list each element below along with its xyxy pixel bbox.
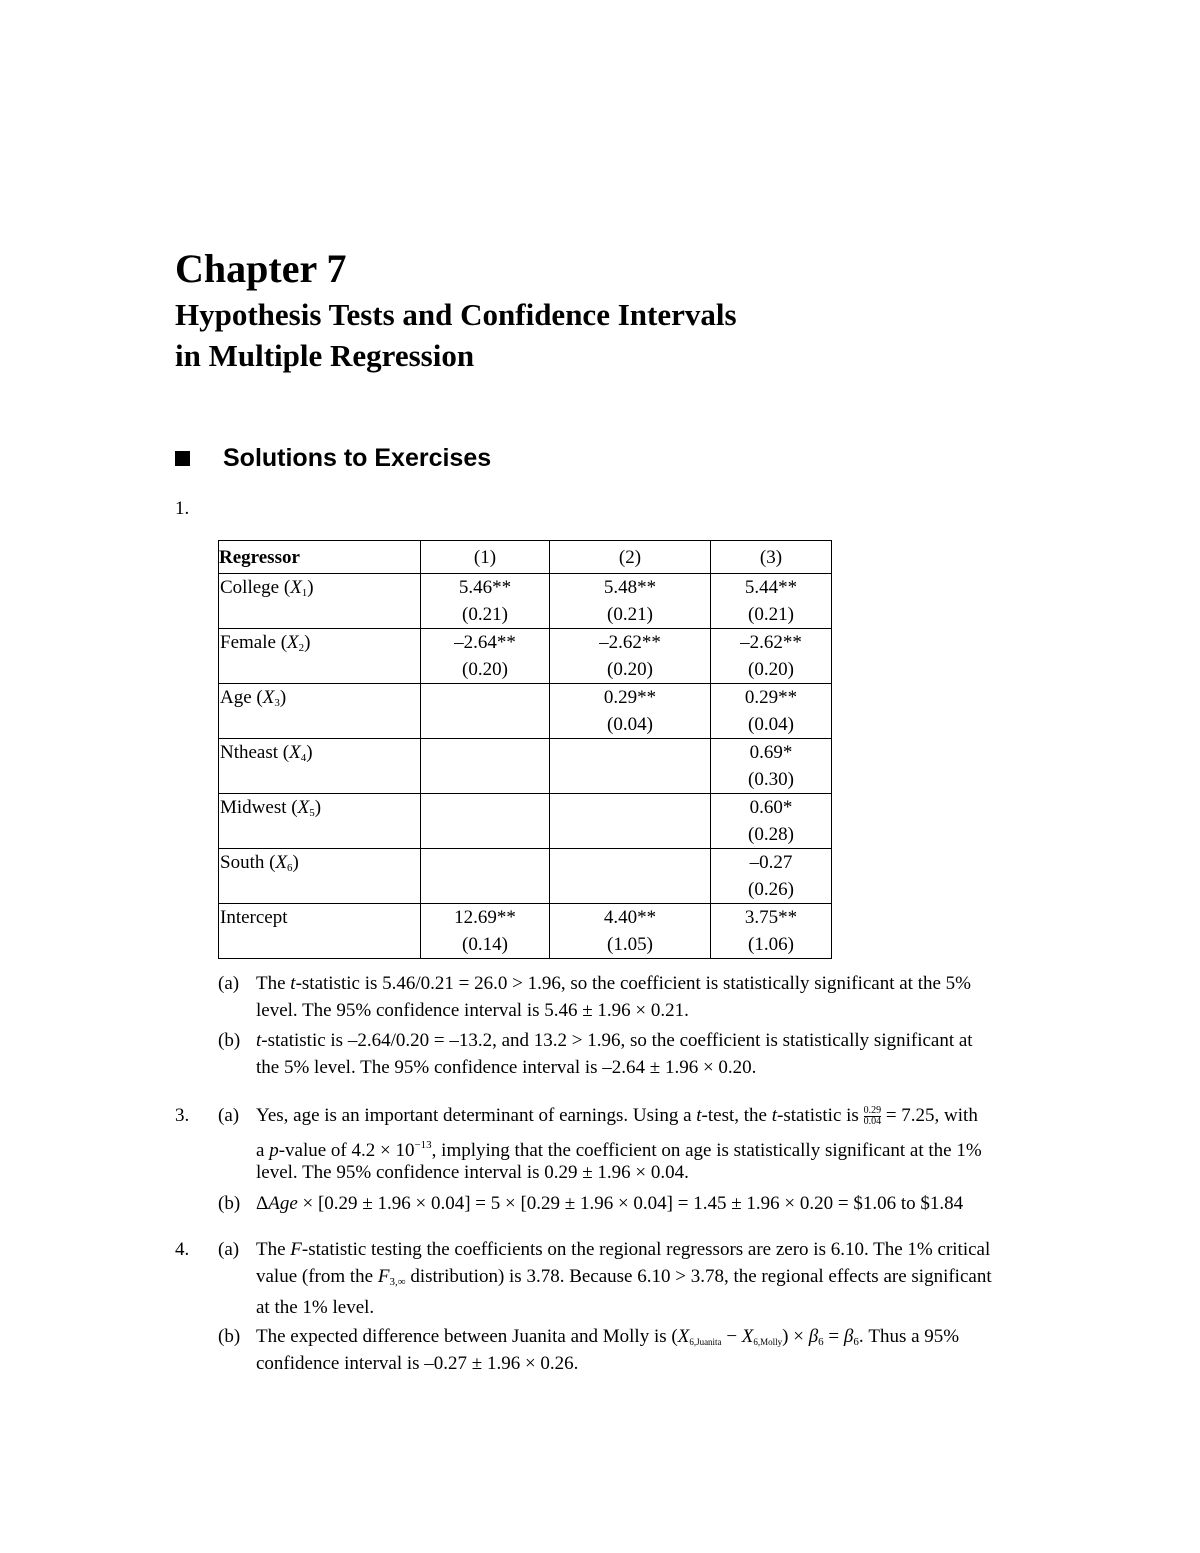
regressor-label-cell bbox=[219, 904, 421, 959]
regressor-paren-close: ) bbox=[292, 852, 299, 873]
coefficient-value: 5.46** bbox=[458, 577, 512, 598]
coefficient-value: 12.69** bbox=[454, 907, 516, 928]
exercise-number-4: 4. bbox=[175, 1239, 190, 1260]
regression-table bbox=[218, 540, 832, 959]
q1-b-label: (b) bbox=[218, 1030, 241, 1051]
exercise-number-3: 3. bbox=[175, 1105, 190, 1126]
q4-b-x-symbol-2: X bbox=[741, 1326, 754, 1347]
table-row bbox=[219, 849, 832, 904]
table-header-regressor: Regressor bbox=[219, 541, 421, 574]
coefficient-cell bbox=[711, 629, 832, 684]
q3-a-line-1 bbox=[256, 1102, 978, 1129]
q1-a-text-2: -statistic is 5.46/0.21 = 26.0 > 1.96, so the coefficient is statistically significant at the 5% bbox=[295, 973, 971, 994]
table-header-col-1: (1) bbox=[421, 541, 550, 574]
coefficient-value: 0.69* bbox=[749, 742, 793, 763]
q1-a-text: The bbox=[256, 973, 291, 994]
section-title: Solutions to Exercises bbox=[223, 444, 492, 472]
coefficient-value: 0.29** bbox=[603, 687, 657, 708]
coefficient-cell bbox=[550, 574, 711, 629]
q3-a-text: Yes, age is an important determinant of earnings. Using a bbox=[256, 1105, 697, 1126]
coefficient-cell bbox=[550, 794, 711, 849]
q4-a-label: (a) bbox=[218, 1239, 240, 1260]
coefficient-value: –0.27 bbox=[749, 852, 793, 873]
standard-error-value bbox=[421, 876, 549, 903]
q4-b-x-subscript: 6,Juanita bbox=[689, 1337, 722, 1347]
standard-error-value: (1.05) bbox=[607, 934, 653, 955]
coefficient-value: 5.48** bbox=[603, 577, 657, 598]
coefficient-value bbox=[421, 849, 549, 876]
regressor-label-cell bbox=[219, 794, 421, 849]
q4-b-line-2: confidence interval is –0.27 ± 1.96 × 0.26. bbox=[256, 1353, 579, 1374]
coefficient-cell bbox=[711, 794, 832, 849]
regressor-name: Midwest bbox=[220, 797, 287, 818]
regressor-paren-close: ) bbox=[279, 687, 287, 708]
coefficient-cell bbox=[711, 684, 832, 739]
standard-error-value bbox=[550, 876, 710, 903]
regressor-label-cell bbox=[219, 629, 421, 684]
q1-a-line-1 bbox=[256, 970, 971, 997]
standard-error-value: (0.20) bbox=[462, 659, 508, 680]
coefficient-value: 0.29** bbox=[744, 687, 798, 708]
coefficient-cell bbox=[421, 794, 550, 849]
q3-a-t-symbol-2: t bbox=[771, 1105, 778, 1126]
subtitle-line-1: Hypothesis Tests and Confidence Intervals bbox=[175, 297, 737, 332]
standard-error-value: (1.06) bbox=[748, 934, 794, 955]
q4-b-x-symbol: X bbox=[677, 1326, 690, 1347]
coefficient-value bbox=[550, 849, 710, 876]
q1-a-label: (a) bbox=[218, 973, 240, 994]
coefficient-cell bbox=[711, 904, 832, 959]
coefficient-cell bbox=[711, 574, 832, 629]
regressor-name: Age bbox=[220, 687, 252, 708]
regressor-paren-open: ( bbox=[251, 687, 263, 708]
coefficient-cell bbox=[421, 739, 550, 794]
q3-a-text-4: = 7.25, with bbox=[881, 1105, 978, 1126]
regressor-paren-close: ) bbox=[306, 742, 313, 763]
standard-error-value bbox=[421, 766, 549, 793]
q3-b-age-symbol: Age bbox=[268, 1193, 298, 1214]
standard-error-value: (0.04) bbox=[748, 714, 794, 735]
table-row bbox=[219, 574, 832, 629]
q3-b-line-1 bbox=[256, 1190, 963, 1217]
q4-b-text-3: . Thus a 95% bbox=[858, 1326, 960, 1347]
coefficient-value: 5.44** bbox=[744, 577, 798, 598]
q4-a-line-2 bbox=[256, 1263, 992, 1296]
coefficient-cell bbox=[421, 629, 550, 684]
q3-a-t-symbol: t bbox=[696, 1105, 702, 1126]
regressor-variable-subscript: 1 bbox=[301, 587, 308, 599]
q1-a-t-symbol: t bbox=[290, 973, 296, 994]
table-row bbox=[219, 739, 832, 794]
regressor-name: South bbox=[220, 852, 265, 873]
standard-error-value: (0.21) bbox=[607, 604, 653, 625]
q4-b-minus: − bbox=[721, 1326, 742, 1347]
coefficient-cell bbox=[550, 684, 711, 739]
standard-error-value: (0.21) bbox=[462, 604, 508, 625]
coefficient-cell bbox=[550, 904, 711, 959]
q4-b-label: (b) bbox=[218, 1326, 241, 1347]
q4-b-beta-symbol-2: β bbox=[843, 1326, 854, 1347]
standard-error-value bbox=[421, 821, 549, 848]
q1-b-t-symbol: t bbox=[256, 1030, 262, 1051]
coefficient-value: –2.64** bbox=[454, 632, 516, 653]
q4-b-beta-subscript-2: 6 bbox=[853, 1336, 859, 1348]
regressor-variable: X bbox=[297, 797, 310, 818]
standard-error-value: (0.21) bbox=[748, 604, 794, 625]
table-row bbox=[219, 684, 832, 739]
coefficient-cell bbox=[421, 904, 550, 959]
regressor-variable: X bbox=[287, 632, 299, 653]
standard-error-value: (0.30) bbox=[748, 769, 794, 790]
coefficient-value bbox=[421, 794, 549, 821]
q3-a-text-3: -statistic is bbox=[777, 1105, 864, 1126]
table-row bbox=[219, 904, 832, 959]
q4-a-line-3: at the 1% level. bbox=[256, 1297, 375, 1318]
regressor-variable: X bbox=[275, 852, 288, 873]
q3-a-fraction bbox=[864, 1106, 882, 1127]
coefficient-value: –2.62** bbox=[740, 632, 802, 653]
regressor-name: Ntheast bbox=[220, 742, 279, 763]
standard-error-value: (0.14) bbox=[462, 934, 508, 955]
coefficient-cell bbox=[550, 739, 711, 794]
q4-a-f-symbol: F bbox=[290, 1239, 302, 1260]
q3-a-line-3: level. The 95% confidence interval is 0.29 ± 1.96 × 0.04. bbox=[256, 1162, 689, 1183]
q3-a-text-5: a bbox=[256, 1140, 270, 1161]
regressor-name: Female bbox=[220, 632, 276, 653]
regressor-variable-subscript: 3 bbox=[274, 697, 280, 709]
q1-b-line-2: the 5% level. The 95% confidence interval is –2.64 ± 1.96 × 0.20. bbox=[256, 1057, 757, 1078]
regressor-variable: X bbox=[289, 742, 301, 763]
regressor-variable: X bbox=[290, 577, 302, 598]
coefficient-value: –2.62** bbox=[599, 632, 661, 653]
regressor-variable: X bbox=[262, 687, 275, 708]
q4-b-x-subscript-2: 6,Molly bbox=[753, 1337, 783, 1347]
standard-error-value: (0.04) bbox=[607, 714, 653, 735]
coefficient-value bbox=[550, 794, 710, 821]
coefficient-value: 4.40** bbox=[603, 907, 657, 928]
regressor-paren-open: ( bbox=[275, 632, 288, 653]
q3-a-p-symbol: p bbox=[269, 1140, 279, 1161]
q4-b-beta-subscript: 6 bbox=[818, 1336, 824, 1348]
coefficient-cell bbox=[550, 629, 711, 684]
chapter-heading: Chapter 7 bbox=[175, 246, 347, 291]
table-row bbox=[219, 794, 832, 849]
regressor-name: Intercept bbox=[220, 907, 288, 928]
table-header-col-2: (2) bbox=[550, 541, 711, 574]
table-row bbox=[219, 629, 832, 684]
coefficient-value: 3.75** bbox=[744, 907, 798, 928]
regressor-label-cell bbox=[219, 739, 421, 794]
exercise-number-1: 1. bbox=[175, 498, 190, 519]
q3-a-fraction-denominator: 0.04 bbox=[863, 1116, 882, 1128]
q3-a-text-7: , implying that the coefficient on age is statistically significant at the 1% bbox=[431, 1140, 982, 1161]
q4-a-text-3: value (from the bbox=[256, 1266, 378, 1287]
q3-b-label: (b) bbox=[218, 1193, 241, 1214]
regressor-paren-open: ( bbox=[264, 852, 276, 873]
q3-a-fraction-numerator: 0.29 bbox=[863, 1105, 882, 1117]
q4-b-equals: = bbox=[823, 1326, 844, 1347]
regressor-name: College bbox=[220, 577, 280, 598]
regressor-variable-subscript: 4 bbox=[300, 752, 307, 764]
regressor-paren-open: ( bbox=[279, 577, 291, 598]
coefficient-cell bbox=[711, 849, 832, 904]
square-bullet-icon bbox=[175, 451, 190, 466]
regressor-paren-open: ( bbox=[286, 797, 298, 818]
regressor-label-cell bbox=[219, 684, 421, 739]
table-header-col-3: (3) bbox=[711, 541, 832, 574]
standard-error-value: (0.20) bbox=[607, 659, 653, 680]
chapter-subtitle bbox=[175, 294, 737, 376]
q3-b-delta-symbol: Δ bbox=[256, 1193, 269, 1214]
coefficient-cell bbox=[550, 849, 711, 904]
regressor-paren-close: ) bbox=[314, 797, 322, 818]
q4-a-f-symbol-2: F bbox=[377, 1266, 390, 1287]
coefficient-cell bbox=[711, 739, 832, 794]
coefficient-value bbox=[421, 684, 549, 711]
q3-a-text-2: -test, the bbox=[701, 1105, 772, 1126]
q4-a-text: The bbox=[256, 1239, 291, 1260]
standard-error-value: (0.26) bbox=[748, 879, 794, 900]
q1-a-line-2: level. The 95% confidence interval is 5.46 ± 1.96 × 0.21. bbox=[256, 1000, 689, 1021]
q4-a-f-subscript: 3,∞ bbox=[389, 1276, 406, 1288]
regressor-variable-subscript: 5 bbox=[309, 807, 315, 819]
q1-b-line-1 bbox=[256, 1027, 973, 1054]
standard-error-value bbox=[550, 821, 710, 848]
regressor-variable-subscript: 6 bbox=[287, 862, 293, 874]
q3-a-exponent: −13 bbox=[414, 1139, 432, 1151]
standard-error-value: (0.20) bbox=[748, 659, 794, 680]
coefficient-cell bbox=[421, 849, 550, 904]
coefficient-cell bbox=[421, 574, 550, 629]
section-heading bbox=[175, 444, 491, 473]
regressor-label-cell bbox=[219, 574, 421, 629]
q3-a-label: (a) bbox=[218, 1105, 240, 1126]
q4-a-text-4: distribution) is 3.78. Because 6.10 > 3.78, the regional effects are significant bbox=[405, 1266, 992, 1287]
regressor-label-cell bbox=[219, 849, 421, 904]
q4-b-text-2: ) × bbox=[782, 1326, 809, 1347]
coefficient-cell bbox=[421, 684, 550, 739]
coefficient-value bbox=[550, 739, 710, 766]
q3-b-text: × [0.29 ± 1.96 × 0.04] = 5 × [0.29 ± 1.96 × 0.04] = 1.45 ± 1.96 × 0.20 = $1.06 to $1.84 bbox=[297, 1193, 964, 1214]
standard-error-value bbox=[550, 766, 710, 793]
q4-b-beta-symbol: β bbox=[808, 1326, 819, 1347]
q4-b-text: The expected difference between Juanita and Molly is ( bbox=[256, 1326, 678, 1347]
q3-a-text-6: -value of 4.2 × 10 bbox=[278, 1140, 415, 1161]
coefficient-value bbox=[421, 739, 549, 766]
q4-a-line-1 bbox=[256, 1236, 990, 1263]
regressor-variable-subscript: 2 bbox=[298, 642, 305, 654]
q1-b-text: -statistic is –2.64/0.20 = –13.2, and 13.2 > 1.96, so the coefficient is statistically significant at bbox=[261, 1030, 973, 1051]
subtitle-line-2: in Multiple Regression bbox=[175, 338, 475, 373]
regressor-paren-open: ( bbox=[278, 742, 290, 763]
coefficient-value: 0.60* bbox=[749, 797, 793, 818]
standard-error-value bbox=[421, 711, 549, 738]
regressor-paren-close: ) bbox=[304, 632, 311, 653]
standard-error-value: (0.28) bbox=[748, 824, 794, 845]
table-header-row bbox=[219, 541, 832, 574]
q4-a-text-2: -statistic testing the coefficients on the regional regressors are zero is 6.10. The 1% critical bbox=[301, 1239, 991, 1260]
regressor-paren-close: ) bbox=[307, 577, 314, 598]
